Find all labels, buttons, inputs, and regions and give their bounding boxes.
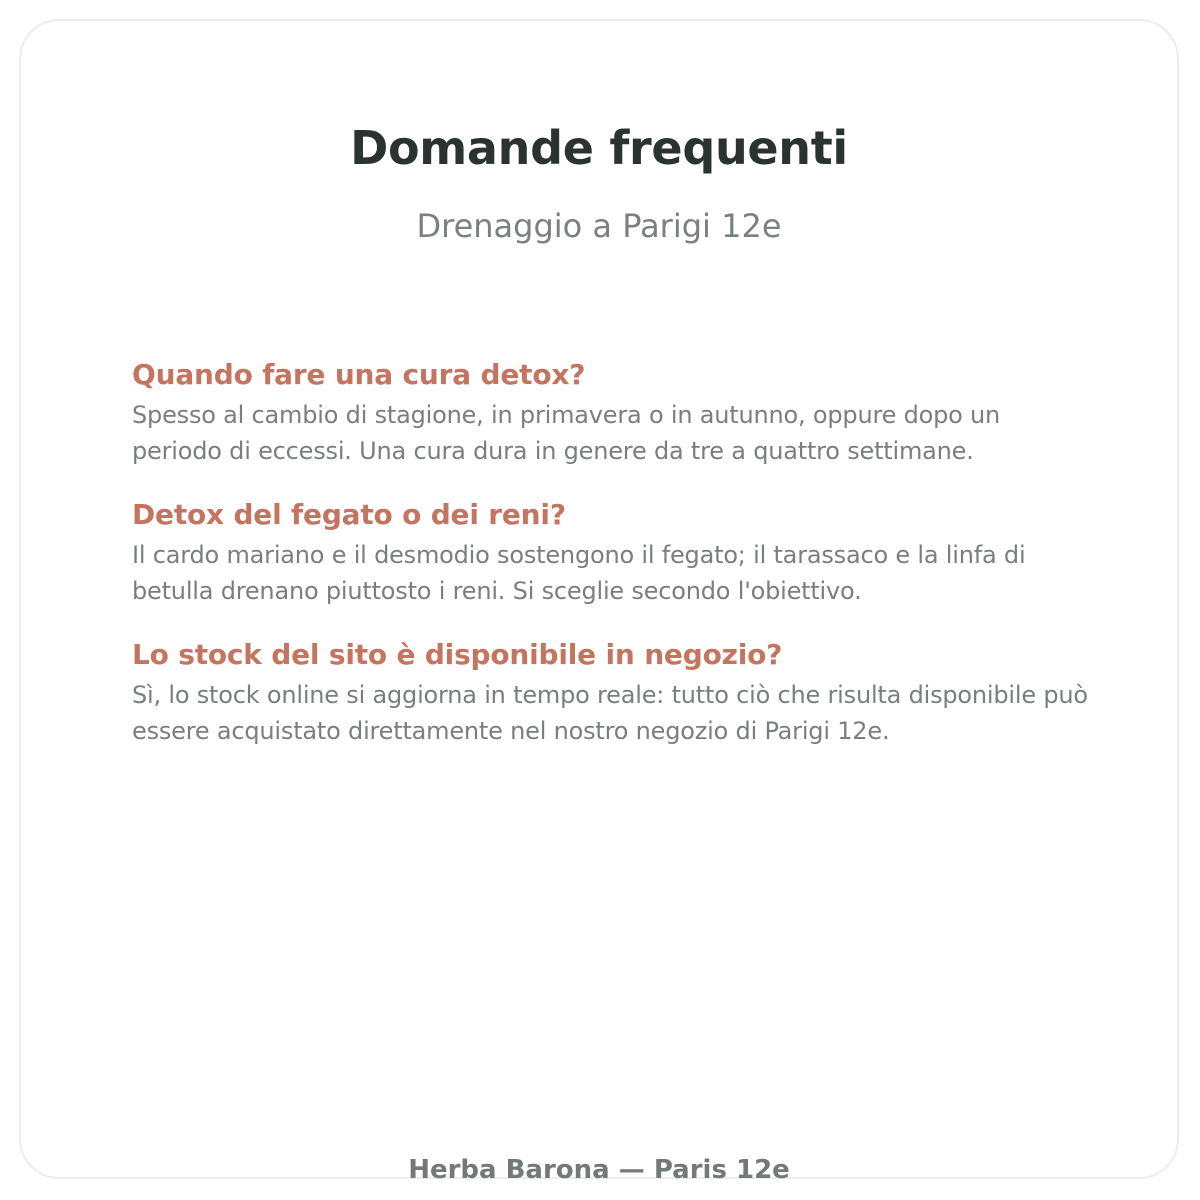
page-title: Domande frequenti [350, 121, 848, 175]
page-subtitle: Drenaggio a Parigi 12e [416, 207, 782, 245]
faq-question: Detox del fegato o dei reni? [132, 498, 566, 531]
footer-brand: Herba Barona — Paris 12e [408, 1155, 790, 1185]
faq-list [132, 357, 1092, 749]
faq-item [132, 497, 1092, 609]
faq-answer: Sì, lo stock online si aggiorna in tempo reale: tutto ciò che risulta disponibile può essere acquistato direttamente nel nostro negozio di Parigi 12e. [132, 681, 1088, 745]
faq-question: Lo stock del sito è disponibile in negozio? [132, 638, 783, 671]
faq-question: Quando fare una cura detox? [132, 358, 586, 391]
faq-item [132, 357, 1092, 469]
faq-answer: Spesso al cambio di stagione, in primavera o in autunno, oppure dopo un periodo di eccessi. Una cura dura in genere da tre a quattro settimane. [132, 401, 1001, 465]
faq-card [19, 19, 1179, 1185]
faq-answer: Il cardo mariano e il desmodio sostengono il fegato; il tarassaco e la linfa di betulla drenano piuttosto i reni. Si sceglie secondo l'obiettivo. [132, 541, 1026, 605]
faq-item [132, 637, 1092, 749]
